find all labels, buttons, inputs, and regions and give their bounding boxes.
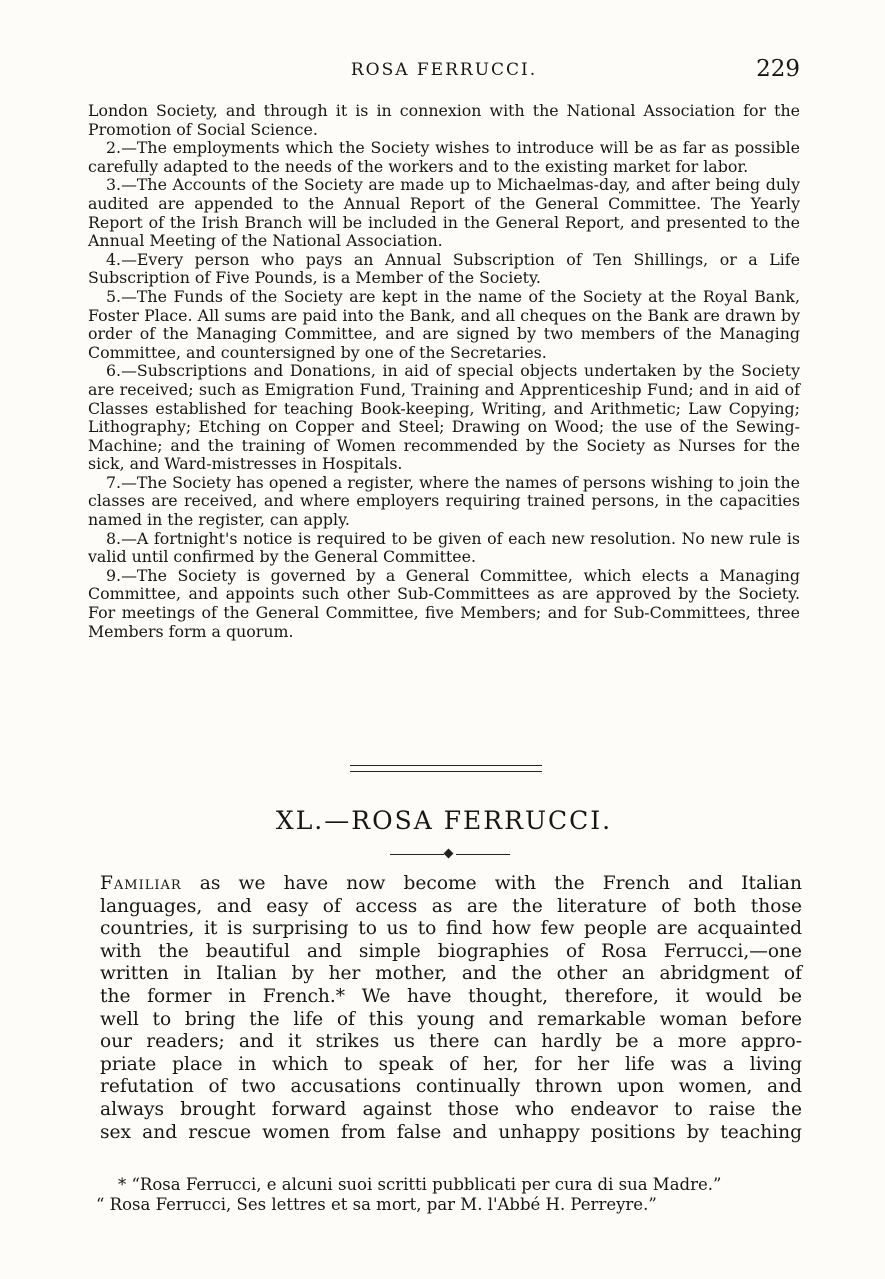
rule-paragraph: London Society, and through it is in connexion with the National Association for the Promotion of Social Science. [88,101,800,139]
body-line: with the beautiful and simple biographies of Rosa Ferrucci,—one [100,940,802,962]
rule-paragraph: 3.—The Accounts of the Society are made up to Michaelmas-day, and after being duly audited are appended to the Annual Report of the General Committee. The Yearly Report of the Irish Branch will be included in the General Report, and presented to the Annual Meeting of the National Association. [88,175,800,251]
body-line: sex and rescue women from false and unhappy positions by teaching [100,1121,802,1143]
rule-paragraph: 9.—The Society is governed by a General Committee, which elects a Managing Committee, and appoints such other Sub-Committees as are approved by the Society. For meetings of the General Committee, five Members; and for Sub-Committees, three Members form a quorum. [88,565,800,641]
chapter-title: XL.—ROSA FERRUCCI. [275,806,613,835]
body-line: priate place in which to speak of her, for her life was a living [100,1053,802,1075]
rule-paragraph: 5.—The Funds of the Society are kept in the name of the Society at the Royal Bank, Foster Place. All sums are paid into the Bank, and all cheques on the Bank are drawn by order of the Managing Committee, and are signed by two members of the Managing Committee, and countersigned by one of the Secretaries. [88,286,800,362]
society-rules [88,102,800,641]
running-head [88,56,800,86]
body-line [100,873,802,896]
body-line: our readers; and it strikes us there can hardly be a more appro- [100,1031,802,1053]
running-title: ROSA FERRUCCI. [350,60,538,80]
section-divider [350,765,542,772]
body-line: well to bring the life of this young and remarkable woman before [100,1008,802,1030]
ornament-rule [390,848,510,862]
body-line-text: as we have now become with the French and Italian [181,873,802,894]
article-body [100,873,802,1144]
rule-paragraph: 7.—The Society has opened a register, where the names of persons wishing to join the classes are received, and where employers requiring trained persons, in the capacities named in the register, can apply. [88,472,800,530]
body-line: languages, and easy of access as are the literature of both those [100,895,802,917]
body-line: the former in French.* We have thought, therefore, it would be [100,985,802,1007]
ornament-line-left [390,854,444,855]
ornament-line-right [456,854,510,855]
diamond-icon [444,849,454,859]
body-line: written in Italian by her mother, and the other an abridgment of [100,963,802,985]
rule-paragraph: 6.—Subscriptions and Donations, in aid of special objects undertaken by the Society are received; such as Emigration Fund, Training and Apprenticeship Fund; and in aid of Classes established for teaching Book-keeping, Writing, and Arithmetic; Law Copying; Lithography; Etching on Copper and Steel; Drawing on Wood; the use of the Sewing-Machine; and the training of Women recommended by the Society as Nurses for the sick, and Ward-mistresses in Hospitals. [88,361,800,474]
rule-paragraph: 4.—Every person who pays an Annual Subscription of Ten Shillings, or a Life Subscription of Five Pounds, is a Member of the Society. [88,249,800,288]
footnote: “ Rosa Ferrucci, Ses lettres et sa mort, par M. l'Abbé H. Perreyre.” [96,1195,657,1214]
footnotes [88,1175,800,1215]
rule-paragraph: 2.—The employments which the Society wishes to introduce will be as far as possible carefully adapted to the needs of the workers and to the existing market for labor. [88,138,800,176]
body-line: always brought forward against those who endeavor to raise the [100,1098,802,1120]
body-line: countries, it is surprising to us to find how few people are acquainted [100,918,802,940]
rule-paragraph: 8.—A fortnight's notice is required to be given of each new resolution. No new rule is valid until confirmed by the General Committee. [88,528,800,567]
opening-word: Familiar [100,873,182,894]
page-number: 229 [756,56,800,82]
body-line: refutation of two accusations continually thrown upon women, and [100,1076,802,1098]
footnote: * “Rosa Ferrucci, e alcuni suoi scritti pubblicati per cura di sua Madre.” [118,1175,722,1194]
